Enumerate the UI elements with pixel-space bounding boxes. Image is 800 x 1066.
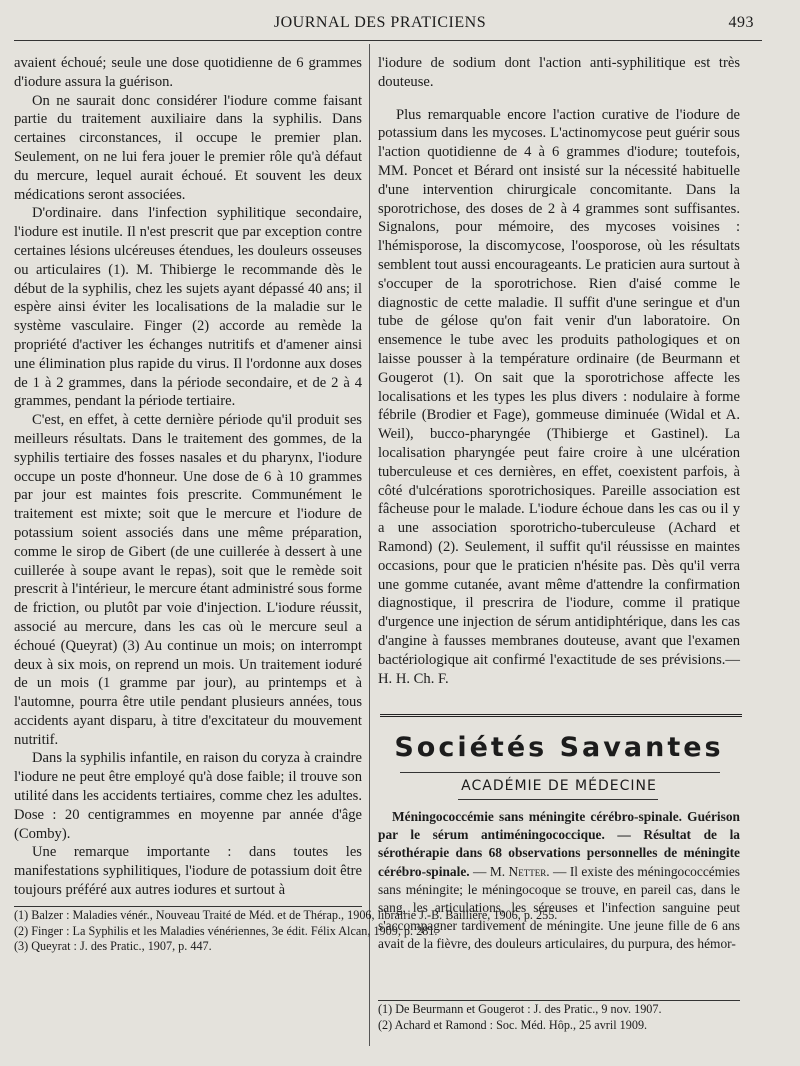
left-column — [14, 54, 362, 900]
footnote: (3) Queyrat : J. des Pratic., 1907, p. 447. — [14, 939, 212, 954]
article-author: — M. Netter. — — [473, 863, 567, 879]
section-separator — [380, 714, 742, 717]
article-heading: Méningococcémie sans méningite cérébro-spinale. Guérison par le sérum antiméningococcique. — Résultat de la sérothérapie dans 68 observations personnelles de méningite cérébro-spinale. — [378, 809, 740, 879]
subsection-rule — [458, 799, 658, 800]
article-text: Il existe des méningococcémies sans méningite; le méningocoque se trouve, en pareil cas, dans le sang, les articulations, les séreuses et l'infection sanguine peut s'accompagner tardivement de méningite. Une jeune fille de 6 ans avait de la fièvre, des douleurs articulaires, du purpura, des hémor- — [378, 863, 740, 952]
body-paragraph: l'iodure de sodium dont l'action anti-syphilitique est très douteuse. — [378, 55, 740, 90]
body-paragraph: Dans la syphilis infantile, en raison du coryza à craindre l'iodure ne peut être employé qu'à dose faible; il trouve son utilité dans les accidents tertiaires, comme chez les adultes. Dose : 20 centigrammes en moyenne par année d'âge (Comby). — [14, 750, 362, 842]
body-paragraph: avaient échoué; seule une dose quotidienne de 6 grammes d'iodure assura la guérison. — [14, 55, 362, 90]
footnote: (1) De Beurmann et Gougerot : J. des Pratic., 9 nov. 1907. — [378, 1002, 662, 1016]
body-paragraph: C'est, en effet, à cette dernière période qu'il produit ses meilleurs résultats. Dans le traitement des gommes, de la syphilis tertiaire des fosses nasales et du pharynx, l'iodure occupe un poste d'honneur. Une dose de 6 à 10 grammes par jour est maintes fois prescrite. Communément le traitement est mixte; soit que le mercure et l'iodure de potassium soient associés dans une même préparation, comme le sirop de Gibert (de une cuillerée à dessert à une cuillerée à soupe avant le repas), soit que le remède soit prescrit à l'intérieur, le mercure étant administré sous forme de friction, ou plutôt par voie d'injection. L'iodure réussit, associé au mercure, dans les cas où le mercure seul a échoué (Queyrat) (3) Au continue un mois; on interrompt deux à six mois, on reprend un mois. Un traitement ioduré de un mois (1 gramme par jour), au printemps et à l'automne, pourra être utile pendant plusieurs années, tous accidents ayant disparu, à titre d'excitateur du mouvement nutritif. — [14, 412, 362, 748]
right-column — [378, 54, 740, 688]
footnote: (1) Balzer : Maladies vénér., Nouveau Traité de Méd. et de Thérap., 1906, librairie J.-B. Baillière, 1906, p. 255. — [14, 908, 558, 922]
header-rule — [14, 40, 762, 41]
right-footnotes — [378, 1002, 740, 1033]
journal-title: JOURNAL DES PRATICIENS — [273, 14, 487, 31]
section-title-rule — [400, 772, 720, 773]
left-footnotes — [14, 908, 558, 955]
footnote-rule — [14, 906, 362, 907]
body-paragraph: On ne saurait donc considérer l'iodure comme faisant partie du traitement auxiliaire dans la syphilis. Dans certaines circonstances, il occupe le premier plan. Seulement, on ne lui fera jouer le premier rôle qu'à défaut du mercure, lequel aurait échoué. Et souvent les deux médications seront associées. — [14, 92, 362, 203]
footnote: (2) Achard et Ramond : Soc. Méd. Hôp., 25 avril 1909. — [378, 1017, 648, 1032]
body-paragraph: D'ordinaire. dans l'infection syphilitique secondaire, l'iodure est inutile. Il n'est prescrit que par exception contre certaines lésions ulcéreuses étendues, les douleurs osseuses ou articulaires (1). M. Thibierge le recommande dès le début de la syphilis, chez les sujets ayant dépassé 40 ans; il espère ainsi éviter les localisations de la maladie sur le système vasculaire. Finger (2) accorde au remède la propriété d'activer les échanges nutritifs et d'amener ainsi une élimination plus rapide du virus. Il l'ordonne aux doses de 1 à 2 grammes, dans la période secondaire, et de 2 à 4 grammes, pendant la période tertiaire. — [14, 205, 362, 410]
report-paragraph — [378, 808, 740, 954]
society-report — [378, 808, 740, 954]
body-paragraph: Plus remarquable encore l'action curative de l'iodure de potassium dans les mycoses. L'actinomycose peut guérir sous l'action quotidienne de 4 à 6 grammes d'iodure; toutefois, MM. Poncet et Bérard ont insisté sur la nécessité habituelle d'une intervention chirurgicale concomitante. Dans la sporotrichose, des doses de 2 à 4 grammes sont suffisantes. Signalons, pour mémoire, des mycoses voisines : l'hémisporose, la discomycose, l'oosporose, où les résultats semblent tout aussi encourageants. Le praticien aura surtout à s'occuper de la sporotrichose. Rien d'aisé comme le diagnostic de cette maladie. Il suffit d'une seringue et d'un tube de gélose qu'on fait venir d'un laboratoire. On ensemence le tube avec les produits pathologiques et on laisse pousser à la température ordinaire (de Beurmann et Gougerot (1). On sait que la sporotrichose affecte les localisations et les types les plus divers : nodulaire à forme fébrile (Brodier et Fage), gommeuse diminuée (Widal et A. Weil), bucco-pharyngée (Thibierge et Gastinel). La localisation pharyngée peut faire croire à une ulcération tuberculeuse et ces dernières, en effet, coexistent parfois, à côté d'ulcérations sporotrichosiques. Pareille association est fâcheuse pour le malade. L'iodure échoue dans les cas ou il y a une association sporotricho-tuberculeuse (Achard et Ramond) (2). Seulement, il suffit qu'il réussisse en maintes occasions, pour que le praticien n'hésite pas. Dès qu'il verra une gomme cutanée, avant même d'attendre la confirmation diagnostique, il prescrira de l'iodure, comme il pratique d'urgence une injection de sérum antidiphtérique, dans les cas d'angine à fausses membranes douteuse, avant que l'examen bactériologique ait confirmé l'exactitude de ses prévisions.— H. H. Ch. F. — [378, 106, 740, 687]
section-title: Sociétés Savantes — [394, 732, 724, 763]
running-header — [0, 10, 800, 36]
subsection-title: ACADÉMIE DE MÉDECINE — [461, 778, 657, 794]
body-paragraph: Une remarque importante : dans toutes les manifestations syphilitiques, l'iodure de potassium doit être toujours préféré aux autres iodures et surtout à — [14, 844, 362, 899]
page-number: 493 — [728, 14, 754, 31]
footnote-rule — [378, 1000, 740, 1001]
footnote: (2) Finger : La Syphilis et les Maladies vénériennes, 3e édit. Félix Alcan, 1909, p. 281. — [14, 923, 438, 938]
column-divider — [369, 44, 370, 1046]
